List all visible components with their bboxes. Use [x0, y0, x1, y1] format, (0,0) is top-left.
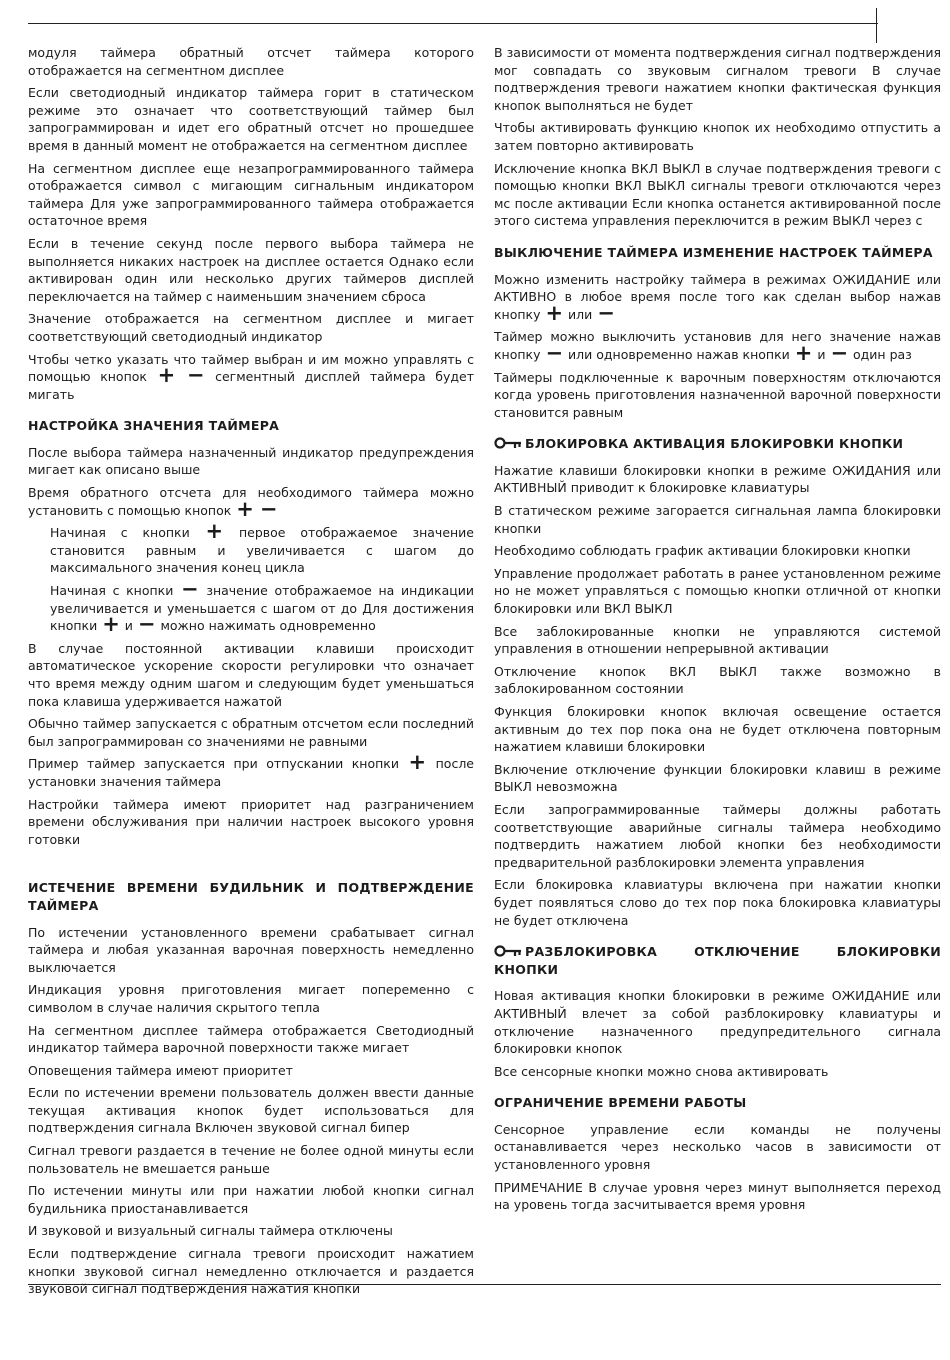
left-column — [28, 44, 474, 1303]
section-heading: ИСТЕЧЕНИЕ ВРЕМЕНИ БУДИЛЬНИК И ПОДТВЕРЖДЕНИЕ ТАЙМЕРА — [28, 880, 474, 913]
paragraph: Нажатие клавиши блокировки кнопки в режиме ОЖИДАНИЯ или АКТИВНЫЙ приводит к блокировке клавиатуры — [494, 462, 941, 496]
minus-key-symbol: − — [545, 340, 564, 365]
plus-key-symbol: + — [102, 612, 120, 637]
paragraph: Сенсорное управление если команды не получены останавливается через несколько часов в зависимости от установленного уровня — [494, 1121, 941, 1173]
paragraph: В случае постоянной активации клавиши происходит автоматическое ускорение скорости регулировки что означает что время между одним шагом и следующим будет уменьшаться пока клавиша удерживается нажатой — [28, 640, 474, 709]
paragraph: На сегментном дисплее таймера отображается Светодиодный индикатор таймера варочной поверхности также мигает — [28, 1022, 474, 1056]
paragraph: После выбора таймера назначенный индикатор предупреждения мигает как описано выше — [28, 444, 474, 478]
top-rule — [28, 23, 878, 24]
paragraph: Пример таймер запускается при отпускании кнопки + после установки значения таймера — [28, 750, 474, 789]
paragraph: По истечении установленного времени срабатывает сигнал таймера и любая указанная варочная поверхность немедленно выключается — [28, 924, 474, 975]
paragraph: Если в течение секунд после первого выбора таймера не выполняется никаких настроек на дисплее остается Однако если активирован один или несколько других таймеров дисплей переключается на таймер с наименьшим значением сброса — [28, 235, 474, 304]
paragraph: Отключение кнопок ВКЛ ВЫКЛ также возможно в заблокированном состоянии — [494, 663, 941, 697]
paragraph: Время обратного отсчета для необходимого таймера можно установить с помощью кнопок + − — [28, 485, 474, 521]
paragraph: Если подтверждение сигнала тревоги происходит нажатием кнопки звуковой сигнал немедленно отключается и раздается звуковой сигнал подтверждения нажатия кнопки — [28, 1246, 474, 1297]
section-heading: РАЗБЛОКИРОВКА ОТКЛЮЧЕНИЕ БЛОКИРОВКИ КНОПКИ — [494, 944, 941, 977]
paragraph: И звуковой и визуальный сигналы таймера отключены — [28, 1223, 393, 1239]
minus-key-symbol: − — [597, 300, 615, 325]
plus-key-symbol: + — [236, 496, 254, 521]
minus-key-symbol: − — [181, 577, 199, 602]
paragraph: В зависимости от момента подтверждения сигнал подтверждения мог совпадать со звуковым сигналом тревоги В случае подтверждения тревоги нажатием кнопки фактическая функция кнопок выполняться не будет — [494, 45, 941, 113]
minus-key-symbol: − — [186, 363, 205, 388]
section-heading: ОГРАНИЧЕНИЕ ВРЕМЕНИ РАБОТЫ — [494, 1095, 747, 1111]
bottom-rule — [28, 1284, 941, 1285]
plus-key-symbol: + — [205, 519, 224, 544]
paragraph: Если светодиодный индикатор таймера горит в статическом режиме это означает что соответствующий таймер был запрограммирован и идет его обратный отсчет но прошедшее время в данный момент не отображается на сегментном дисплее — [28, 85, 474, 153]
paragraph: Обычно таймер запускается с обратным отсчетом если последний был запрограммирован со значениями не равными — [28, 716, 474, 749]
section-heading: НАСТРОЙКА ЗНАЧЕНИЯ ТАЙМЕРА — [28, 418, 280, 434]
top-rule-tick — [876, 8, 877, 43]
paragraph: По истечении минуты или при нажатии любой кнопки сигнал будильника приостанавливается — [28, 1183, 474, 1216]
minus-key-symbol: − — [137, 612, 156, 637]
paragraph: Управление продолжает работать в ранее установленном режиме но не может управляться с помощью кнопки отличной от кнопки блокировки или ВКЛ ВЫКЛ — [494, 565, 941, 617]
paragraph: В статическом режиме загорается сигнальная лампа блокировки кнопки — [494, 503, 941, 536]
paragraph: Если по истечении времени пользователь должен ввести данные текущая активация кнопок будет использоваться для подтверждения сигнала Включен звуковой сигнал бипер — [28, 1085, 474, 1136]
paragraph: Таймер можно выключить установив для него значение нажав кнопку − или одновременно нажав кнопки + и − один раз — [494, 329, 941, 365]
minus-key-symbol: − — [259, 496, 278, 521]
key-icon — [494, 437, 522, 449]
paragraph: Функция блокировки кнопок включая освещение остается активным до тех пор пока она не будет отключена повторным нажатием клавиши блокировки — [494, 704, 941, 755]
paragraph: Исключение кнопка ВКЛ ВЫКЛ в случае подтверждения тревоги с помощью кнопки ВКЛ ВЫКЛ сигналы тревоги отключаются через мс после активации Если кнопка останется активированной после этого система управления переключится в режим ВЫКЛ через с — [494, 160, 941, 229]
paragraph: модуля таймера обратный отсчет таймера которого отображается на сегментном дисплее — [28, 45, 474, 78]
key-icon — [494, 945, 522, 957]
paragraph: Все заблокированные кнопки не управляются системой управления в отношении непрерывной активации — [494, 623, 941, 657]
paragraph: Если блокировка клавиатуры включена при нажатии кнопки будет появляться слово до тех пор пока блокировка клавиатуры не будет отключена — [494, 877, 941, 928]
section-heading: ВЫКЛЮЧЕНИЕ ТАЙМЕРА ИЗМЕНЕНИЕ НАСТРОЕК ТАЙМЕРА — [494, 244, 933, 260]
paragraph: Чтобы активировать функцию кнопок их необходимо отпустить а затем повторно активировать — [494, 120, 941, 153]
right-column — [494, 44, 941, 1219]
paragraph: Таймеры подключенные к варочным поверхностям отключаются когда уровень приготовления назначенной варочной поверхности становится равным — [494, 369, 941, 420]
paragraph: Настройки таймера имеют приоритет над разграничением времени обслуживания при наличии настроек высокого уровня готовки — [28, 796, 474, 847]
paragraph: Значение отображается на сегментном дисплее и мигает соответствующий светодиодный индикатор — [28, 311, 474, 344]
plus-key-symbol: + — [157, 363, 176, 388]
plus-key-symbol: + — [794, 340, 813, 365]
plus-key-symbol: + — [545, 300, 564, 325]
paragraph: Включение отключение функции блокировки клавиш в режиме ВЫКЛ невозможна — [494, 761, 941, 795]
paragraph: Начиная с кнопки + первое отображаемое значение становится равным и увеличивается с шагом до максимального значения конец цикла — [50, 519, 474, 576]
paragraph: ПРИМЕЧАНИЕ В случае уровня через минут выполняется переход на уровень тогда засчитывается время уровня — [494, 1179, 941, 1213]
paragraph: Сигнал тревоги раздается в течение не более одной минуты если пользователь не вмешается раньше — [28, 1143, 474, 1176]
paragraph: Необходимо соблюдать график активации блокировки кнопки — [494, 543, 911, 559]
paragraph: Начиная с кнопки − значение отображаемое на индикации увеличивается и уменьшается с шагом от до Для достижения кнопки + и − можно нажимать одновременно — [50, 577, 474, 637]
paragraph: Чтобы четко указать что таймер выбран и им можно управлять с помощью кнопок + − сегментный дисплей таймера будет мигать — [28, 351, 474, 402]
section-heading: БЛОКИРОВКА АКТИВАЦИЯ БЛОКИРОВКИ КНОПКИ — [494, 435, 941, 453]
minus-key-symbol: − — [830, 340, 849, 365]
paragraph: Можно изменить настройку таймера в режимах ОЖИДАНИЕ или АКТИВНО в любое время после того как сделан выбор нажав кнопку + или − — [494, 271, 941, 325]
paragraph: Индикация уровня приготовления мигает попеременно с символом в случае наличия скрытого тепла — [28, 982, 474, 1015]
paragraph: Все сенсорные кнопки можно снова активировать — [494, 1063, 829, 1079]
paragraph: Если запрограммированные таймеры должны работать соответствующие аварийные сигналы таймера необходимо подтвердить нажатием любой кнопки без необходимости предварительной разблокировки элемента управления — [494, 801, 941, 870]
paragraph: На сегментном дисплее еще незапрограммированного таймера отображается символ с мигающим сигнальным индикатором таймера Для уже запрограммированного таймера отображается остаточное время — [28, 160, 474, 229]
paragraph: Оповещения таймера имеют приоритет — [28, 1062, 293, 1078]
paragraph: Новая активация кнопки блокировки в режиме ОЖИДАНИЕ или АКТИВНЫЙ влечет за собой разблокировку клавиатуры и отключение назначенного предупредительного сигнала блокировки кнопок — [494, 988, 941, 1057]
plus-key-symbol: + — [408, 750, 427, 775]
